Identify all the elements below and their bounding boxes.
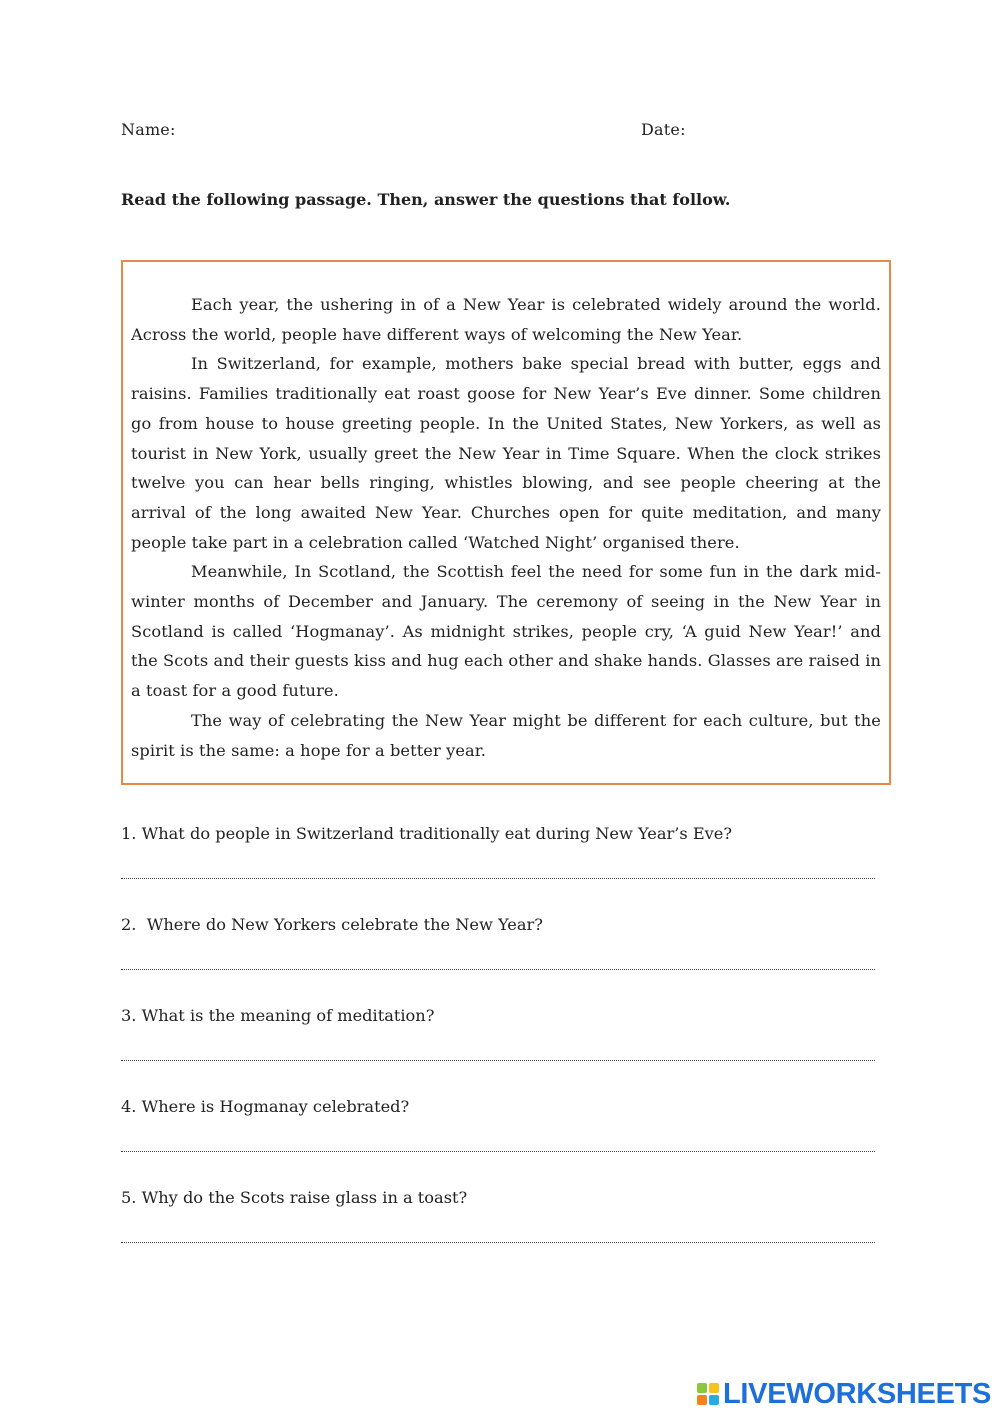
reading-passage-box: [121, 260, 891, 785]
passage-paragraph: The way of celebrating the New Year might be different for each culture, but the spirit is the same: a hope for a better year.: [131, 710, 881, 760]
answer-line[interactable]: [121, 1151, 875, 1152]
logo-square: [697, 1383, 707, 1393]
question-text: 3. What is the meaning of meditation?: [121, 1006, 435, 1025]
passage-paragraph: In Switzerland, for example, mothers bake special bread with butter, eggs and raisins. Families traditionally eat roast goose for New Year’s Eve dinner. Some children go from house to house greeting people. In the United States, New Yorkers, as well as tourist in New York, usually greet the New Year in Time Square. When the clock strikes twelve you can hear bells ringing, whistles blowing, and see people cheering at the arrival of the long awaited New Year. Churches open for quite meditation, and many people take part in a celebration called ‘Watched Night’ organised there.: [131, 354, 881, 552]
question-item: [121, 820, 877, 911]
question-text: 4. Where is Hogmanay celebrated?: [121, 1097, 410, 1116]
logo-square: [709, 1395, 719, 1405]
liveworksheets-logo: [697, 1378, 991, 1410]
question-list: [121, 820, 877, 1275]
answer-line[interactable]: [121, 878, 875, 879]
logo-mark-icon: [697, 1383, 719, 1405]
question-item: [121, 1184, 877, 1275]
question-text: 5. Why do the Scots raise glass in a toast?: [121, 1188, 468, 1207]
question-item: [121, 1002, 877, 1093]
answer-line[interactable]: [121, 1242, 875, 1243]
logo-square: [697, 1395, 707, 1405]
question-text: 1. What do people in Switzerland traditionally eat during New Year’s Eve?: [121, 824, 733, 843]
answer-line[interactable]: [121, 969, 875, 970]
name-label: Name:: [121, 120, 176, 139]
date-label: Date:: [641, 120, 686, 139]
question-text: 2. Where do New Yorkers celebrate the New Year?: [121, 915, 543, 934]
passage-paragraph: Each year, the ushering in of a New Year is celebrated widely around the world. Across the world, people have different ways of welcoming the New Year.: [131, 295, 881, 344]
question-item: [121, 1093, 877, 1184]
logo-square: [709, 1383, 719, 1393]
question-item: [121, 911, 877, 1002]
answer-line[interactable]: [121, 1060, 875, 1061]
instruction-text: Read the following passage. Then, answer the questions that follow.: [121, 190, 731, 209]
passage-paragraph: Meanwhile, In Scotland, the Scottish feel the need for some fun in the dark mid-winter months of December and January. The ceremony of seeing in the New Year in Scotland is called ‘Hogmanay’. As midnight strikes, people cry, ‘A guid New Year!’ and the Scots and their guests kiss and hug each other and shake hands. Glasses are raised in a toast for a good future.: [131, 562, 881, 701]
logo-text: LIVEWORKSHEETS: [723, 1377, 992, 1410]
